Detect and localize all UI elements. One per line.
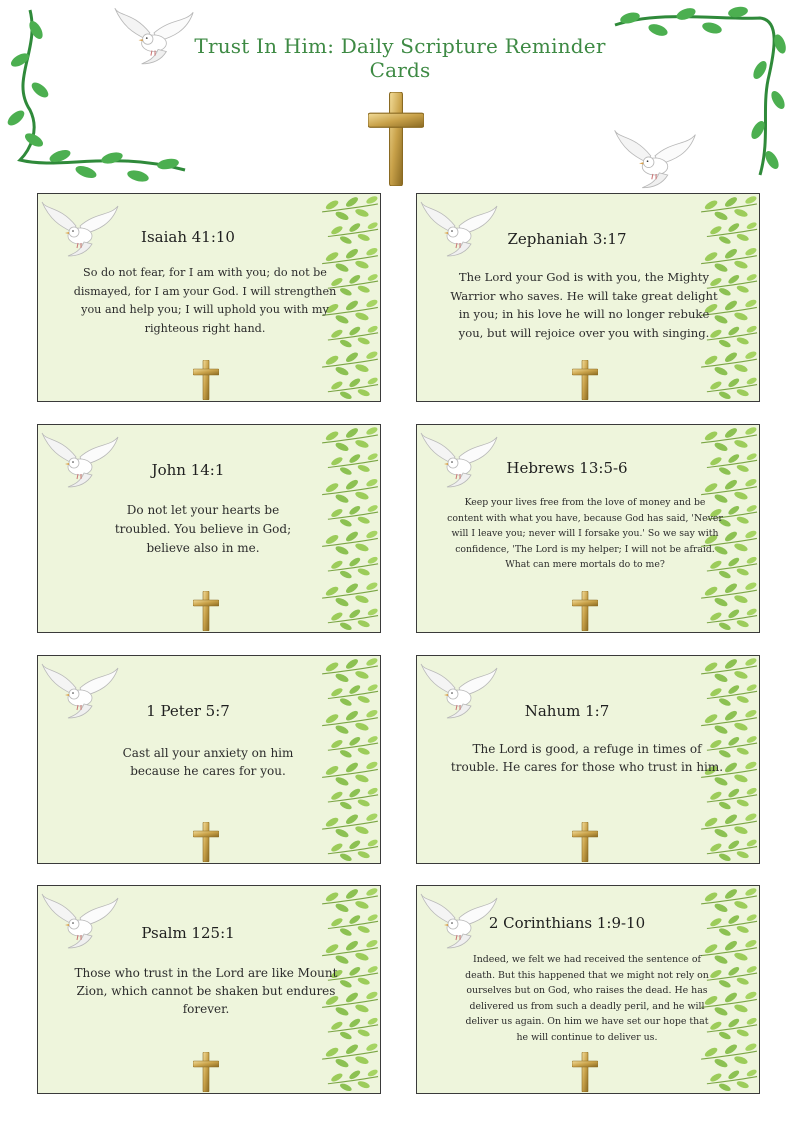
- card-reference: John 14:1: [151, 461, 225, 479]
- leaf-vine-icon: [320, 425, 380, 633]
- dove-icon: [612, 124, 698, 192]
- leaf-vine-icon: [320, 656, 380, 864]
- card-reference: Zephaniah 3:17: [507, 230, 627, 248]
- card-verse-text: Indeed, we felt we had received the sentence of death. But this happened that we might not rely on ourselves but on God, who raises the dead. He has delivered us from such a deadly peril, and he will deliver us again. On him we have set our hope that he will continue to deliver us.: [465, 954, 709, 1043]
- cross-icon: [193, 822, 219, 862]
- page-title: Trust In Him: Daily Scripture Reminder Cards: [194, 34, 606, 82]
- dove-icon: [40, 427, 120, 491]
- scripture-card: [37, 193, 381, 402]
- cross-icon: [572, 360, 598, 400]
- scripture-card: [416, 655, 760, 864]
- card-reference: Isaiah 41:10: [141, 228, 235, 246]
- scripture-card: [416, 424, 760, 633]
- cross-icon: [572, 1052, 598, 1092]
- card-verse-text: Those who trust in the Lord are like Mount Zion, which cannot be shaken but endures forever.: [74, 966, 338, 1016]
- card-verse-text: Cast all your anxiety on him because he cares for you.: [122, 746, 294, 778]
- card-reference: 2 Corinthians 1:9-10: [488, 914, 646, 932]
- cross-icon: [572, 591, 598, 631]
- card-reference: Psalm 125:1: [141, 924, 235, 942]
- scripture-card: [37, 655, 381, 864]
- cross-icon: [193, 360, 219, 400]
- card-reference: 1 Peter 5:7: [146, 702, 230, 720]
- card-verse-text: Do not let your hearts be troubled. You believe in God; believe also in me.: [114, 503, 292, 555]
- card-verse-text: So do not fear, for I am with you; do not be dismayed, for I am your God. I will strengthen you and help you; I will uphold you with my righteous right hand.: [73, 266, 337, 335]
- scripture-card: [37, 885, 381, 1094]
- cross-icon: [368, 92, 424, 186]
- scripture-card: [416, 885, 760, 1094]
- dove-icon: [40, 888, 120, 952]
- scripture-card: [37, 424, 381, 633]
- cross-icon: [193, 591, 219, 631]
- cross-icon: [193, 1052, 219, 1092]
- scripture-card: [416, 193, 760, 402]
- card-reference: Hebrews 13:5-6: [506, 459, 628, 477]
- cross-icon: [572, 822, 598, 862]
- card-reference: Nahum 1:7: [524, 702, 610, 720]
- card-verse-text: Keep your lives free from the love of money and be content with what you have, because God has said, 'Never will I leave you; never will I forsake you.' So we say with confidence, 'The Lord is my helper; I will not be afraid. What can mere mortals do to me?: [447, 497, 723, 570]
- dove-icon: [419, 196, 499, 260]
- card-verse-text: The Lord your God is with you, the Mighty Warrior who saves. He will take great delight in you; in his love he will no longer rebuke you, but will rejoice over you with singing.: [450, 270, 718, 340]
- card-verse-text: The Lord is good, a refuge in times of trouble. He cares for those who trust in him.: [450, 742, 724, 774]
